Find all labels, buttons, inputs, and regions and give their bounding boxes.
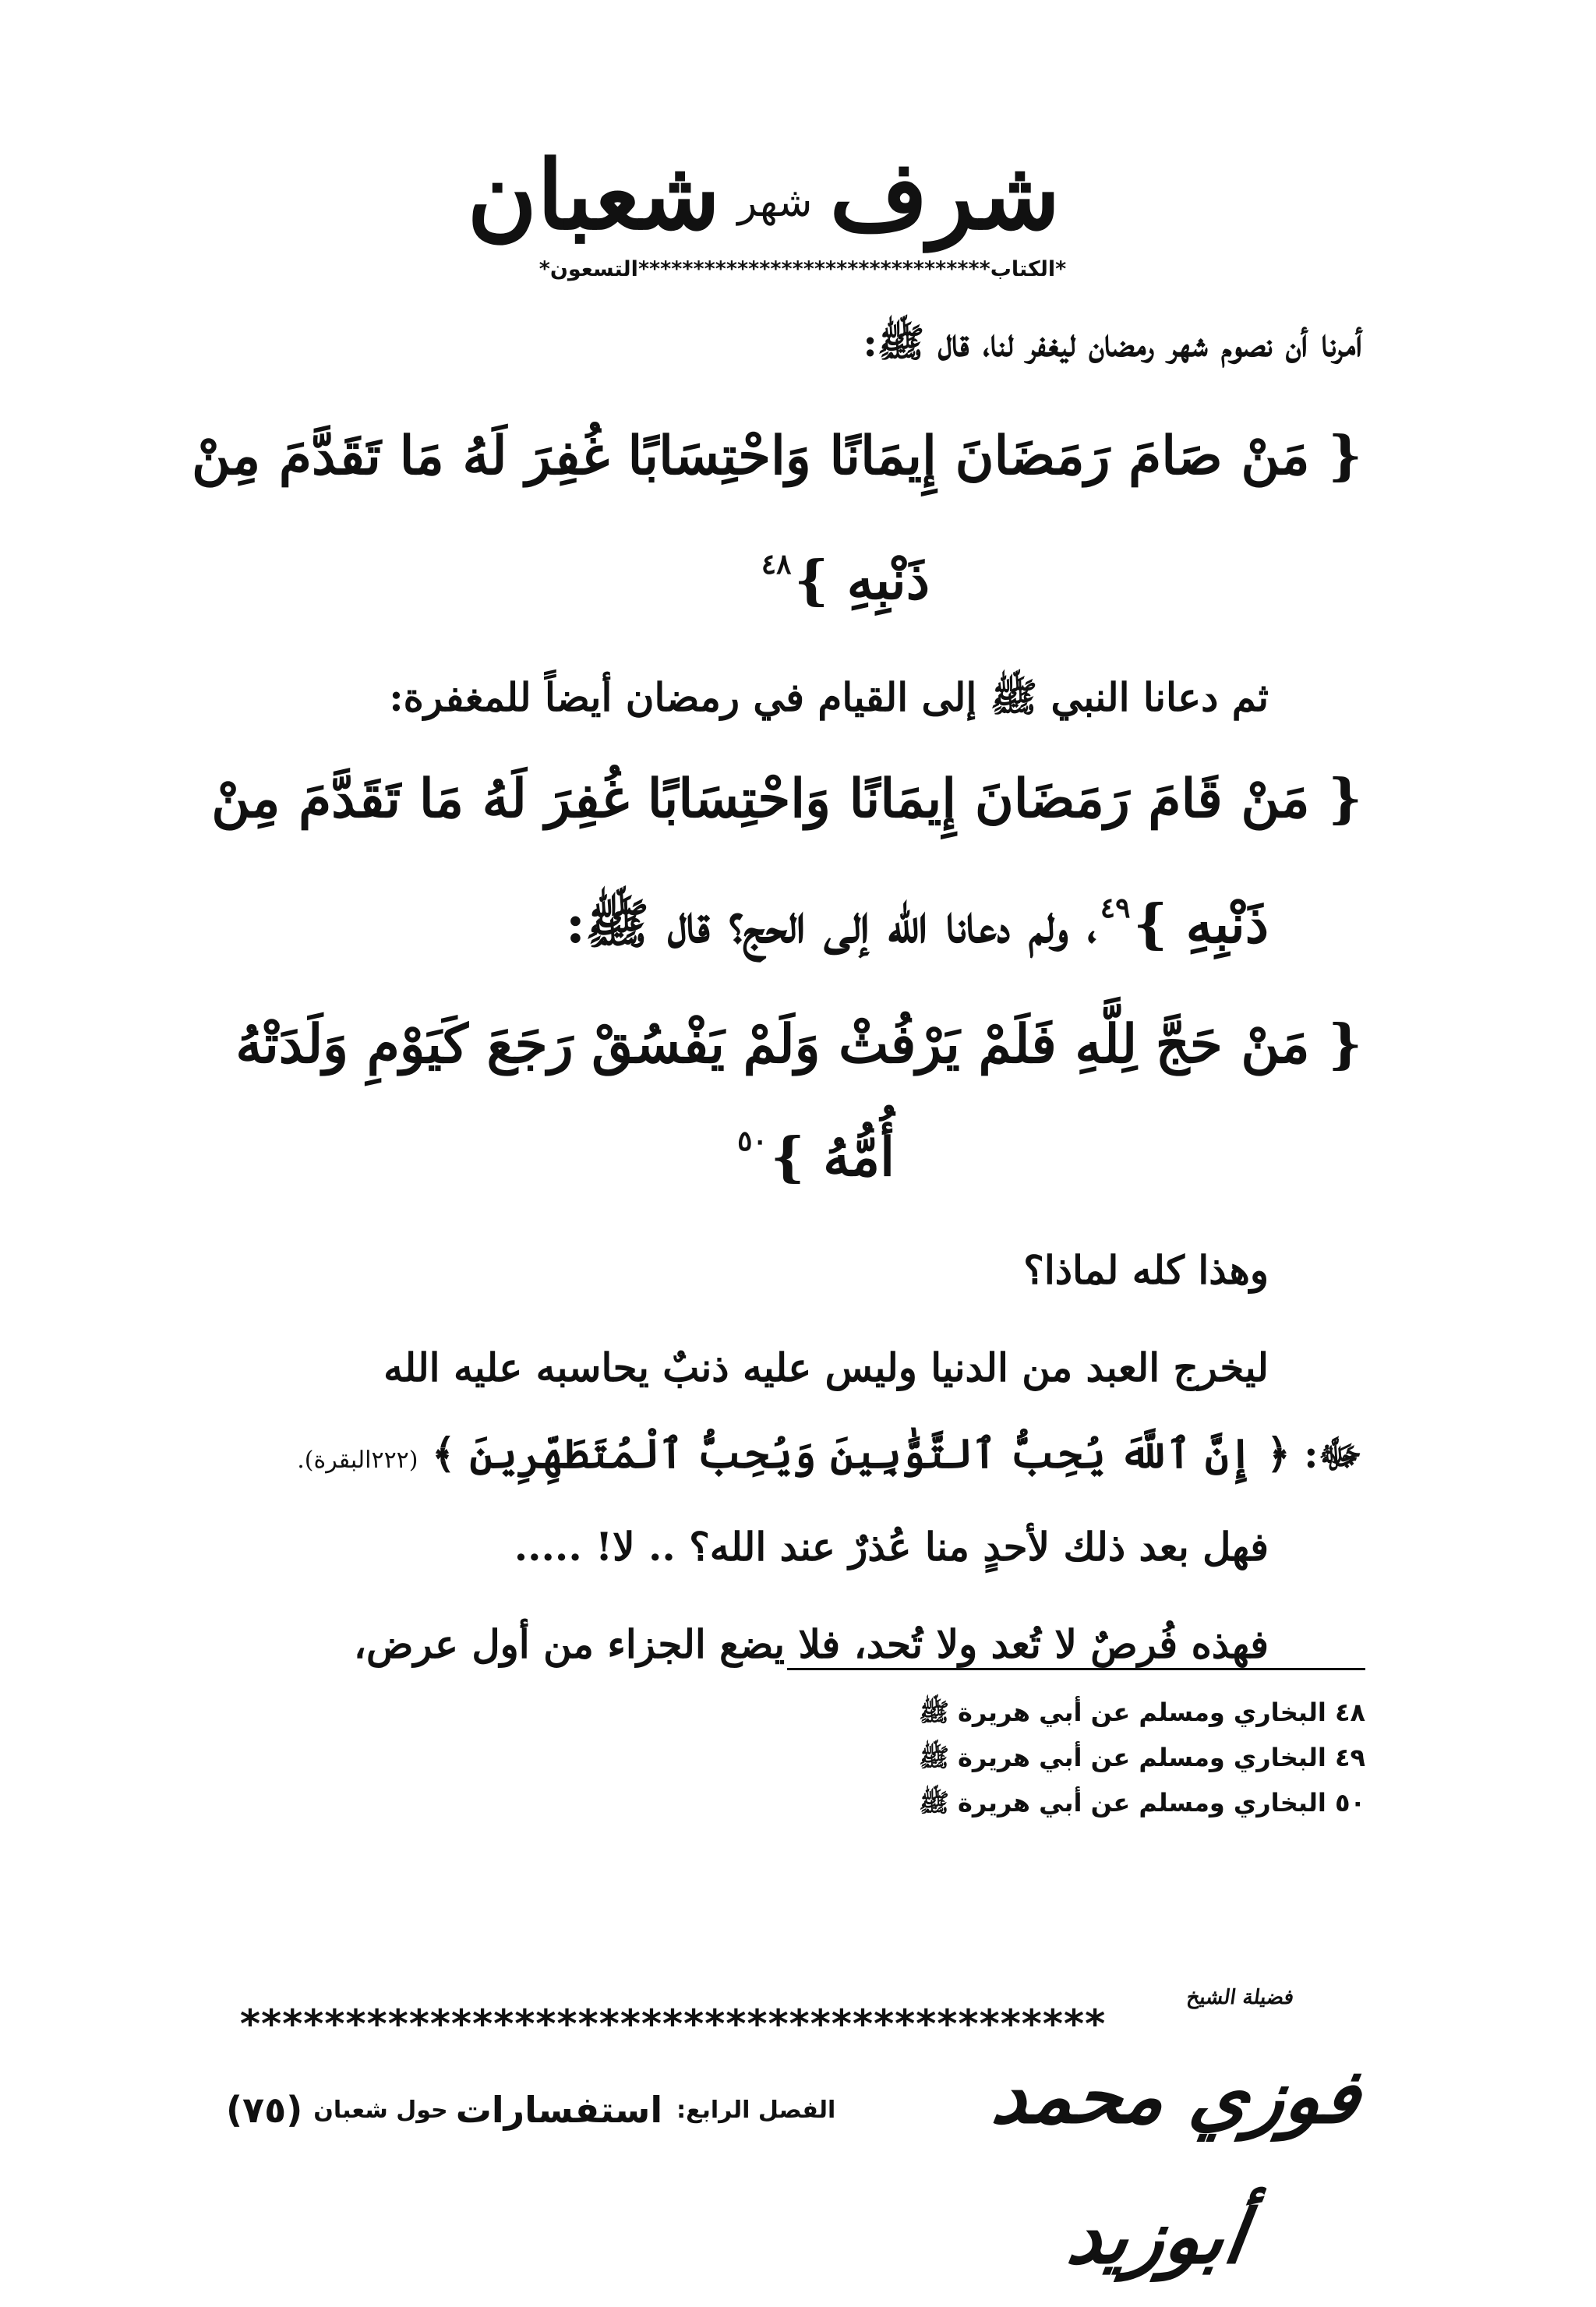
hadith-2-line-1: { مَنْ قَامَ رَمَضَانَ إِيمَانًا وَاحْتِسَابًا غُفِرَ لَهُ مَا تَقَدَّمَ مِنْ — [211, 768, 1362, 830]
hadith-1-line-2 — [758, 549, 930, 612]
header-star-run: ******************************** — [637, 256, 990, 281]
footnote-separator — [787, 1668, 1365, 1670]
footnote-49: ٤٩ البخاري ومسلم عن أبي هريرة ﷺ — [919, 1743, 1365, 1772]
chapter-label: الفصل الرابع — [686, 2096, 836, 2124]
header-strip — [273, 251, 1333, 287]
hadith-2-tail: ، ولم دعانا الله إلى الحج؟ قال ﷺ: — [565, 893, 1097, 956]
intro-paragraph-1: أمرنا أن نصوم شهر رمضان ليغفر لنا، قال ﷺ: — [863, 320, 1362, 366]
author-signature — [945, 1986, 1408, 2281]
page-number: (٧٥) — [226, 2089, 303, 2131]
question-line: وهذا كله لماذا؟ — [1023, 1247, 1269, 1293]
footer-star-divider: ***************************************** — [238, 2001, 1105, 2040]
footnote-mark-48: ٤٨ — [761, 548, 792, 581]
quran-reference: (٢٢٢البقرة). — [297, 1447, 418, 1474]
footnote-48: ٤٨ البخاري ومسلم عن أبي هريرة ﷺ — [919, 1698, 1365, 1727]
hadith-1-text: ذَنْبِهِ } — [794, 549, 930, 612]
chapter-footer — [226, 2075, 943, 2145]
header-star-right: * — [1055, 256, 1067, 281]
intro-paragraph-2: ثم دعانا النبي ﷺ إلى القيام في رمضان أيضاً للمغفرة: — [389, 674, 1269, 720]
chapter-colon: : — [676, 2096, 687, 2124]
paragraph-1-line-2 — [297, 1430, 1362, 1487]
hadith-2-text: ذَنْبِهِ } — [1133, 893, 1269, 956]
signature-title: فضيلة الشيخ — [1185, 1986, 1296, 2009]
signature-name: فوزي محمد أبوزيد — [987, 2052, 1366, 2281]
chapter-subject: حول شعبان — [313, 2096, 448, 2124]
hadith-3-line-2 — [734, 1126, 895, 1189]
chapter-topic: استفسارات — [455, 2089, 663, 2131]
paragraph-1-line-1: ليخرج العبد من الدنيا وليس عليه ذنبٌ يحاسبه عليه الله — [383, 1344, 1269, 1390]
title-word-shahr: شهر — [737, 179, 813, 226]
header-star-left: * — [538, 256, 550, 281]
title-word-sharaf: شرف — [829, 139, 1061, 251]
footnote-50: ٥٠ البخاري ومسلم عن أبي هريرة ﷺ — [919, 1788, 1365, 1818]
quran-verse: ﴿ إِنَّ ٱللَّهَ يُحِبُّ ٱلتَّوَّٰبِينَ وَيُحِبُّ ٱلْمُتَطَهِّرِينَ ﴾ — [431, 1430, 1291, 1478]
jalla-jalaluh-symbol: ﷻ: — [1304, 1431, 1362, 1477]
hadith-2-line-2 — [566, 892, 1269, 969]
hadith-3-line-1: { مَنْ حَجَّ لِلَّهِ فَلَمْ يَرْفُثْ وَلَمْ يَفْسُقْ رَجَعَ كَيَوْمِ وَلَدَتْهُ — [235, 1013, 1362, 1076]
paragraph-3: فهذه فُرصٌ لا تُعد ولا تُحد، فلا يضع الجزاء من أول عرض، — [353, 1621, 1269, 1667]
header-label-right: الكتاب — [990, 256, 1056, 281]
hadith-3-text: أُمُّهُ } — [770, 1126, 895, 1189]
book-title-logo — [382, 136, 1146, 253]
footnote-mark-50: ٥٠ — [737, 1125, 768, 1157]
hadith-1-line-1: { مَنْ صَامَ رَمَضَانَ إِيمَانًا وَاحْتِسَابًا غُفِرَ لَهُ مَا تَقَدَّمَ مِنْ — [191, 425, 1362, 487]
paragraph-2: فهل بعد ذلك لأحدٍ منا عُذرٌ عند الله؟ .. لا! ..... — [514, 1524, 1269, 1570]
title-word-shaban: شعبان — [467, 139, 721, 251]
header-label-left: التسعون — [549, 256, 638, 281]
footnote-mark-49: ٤٩ — [1100, 892, 1131, 924]
